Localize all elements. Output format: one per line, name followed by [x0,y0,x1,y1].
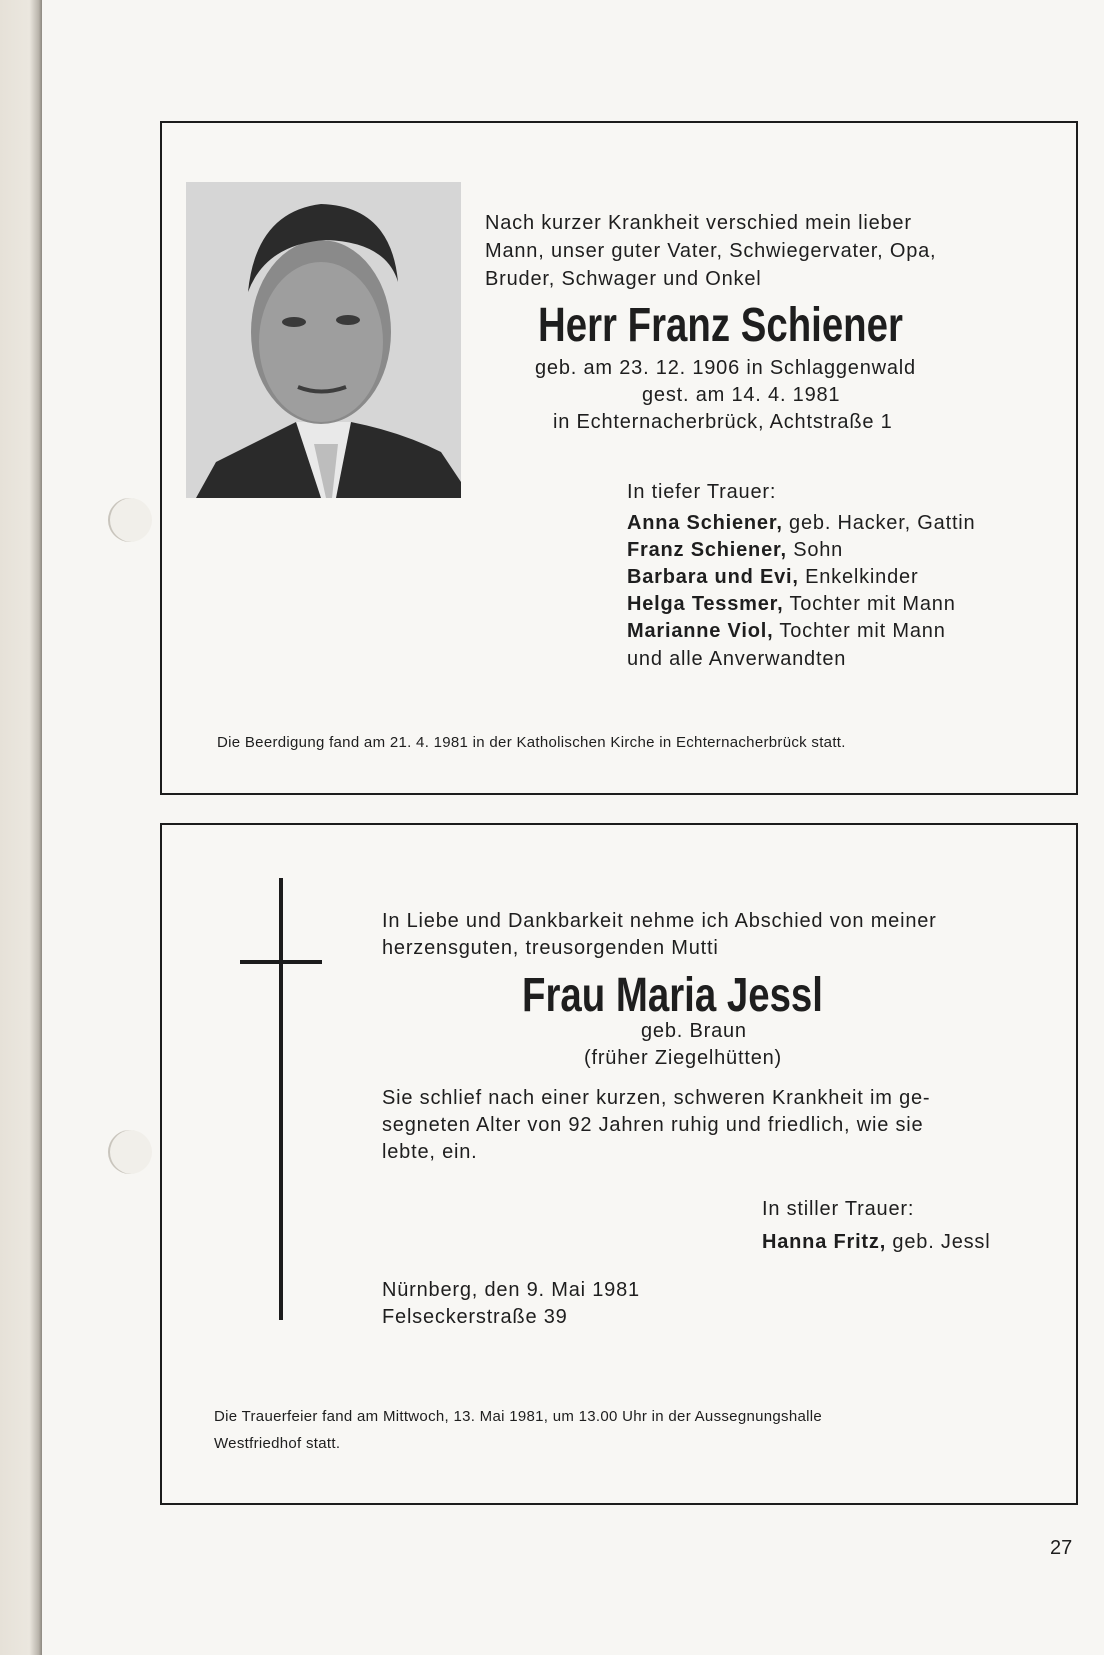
intro2-line-2: herzensguten, treusorgenden Mutti [382,937,719,959]
cross-symbol-horizontal [240,960,322,964]
mourner-row [627,593,956,616]
mourner-name: Franz Schiener, [627,539,787,561]
mourner-row [627,539,843,562]
intro-line-2: Mann, unser guter Vater, Schwiegervater, Opa, [485,240,937,262]
mourner-relation: geb. Hacker, Gattin [782,512,976,534]
mourner-relation: Tochter mit Mann [783,593,956,615]
intro2-line-1: In Liebe und Dankbarkeit nehme ich Abschied von meiner [382,910,937,932]
intro-line-1: Nach kurzer Krankheit verschied mein lieber [485,212,912,234]
cross-symbol-vertical [279,878,283,1320]
deceased-name-2: Frau Maria Jessl [522,969,823,1022]
ceremony-note-line-1: Die Trauerfeier fand am Mittwoch, 13. Mai 1981, um 13.00 Uhr in der Aussegnungshalle [214,1408,823,1425]
text2-line-3: lebte, ein. [382,1141,478,1163]
birth-line: geb. am 23. 12. 1906 in Schlaggenwald [535,357,916,379]
mourner-name: Anna Schiener, [627,512,783,534]
mourner-name: Barbara und Evi, [627,566,799,588]
burial-note: Die Beerdigung fand am 21. 4. 1981 in der Katholischen Kirche in Echternacherbrück statt. [217,734,846,751]
punch-hole-top [108,498,152,542]
deceased-name-1: Herr Franz Schiener [538,299,903,352]
mourning-heading-2: In stiller Trauer: [762,1198,915,1220]
portrait-photo [186,182,461,498]
mourner-relation: Tochter mit Mann [773,620,946,642]
mourner-name: Marianne Viol, [627,620,774,642]
address-line: Felseckerstraße 39 [382,1306,568,1328]
page-number: 27 [1050,1537,1073,1559]
mourner-row [762,1231,990,1254]
mourning-heading-1: In tiefer Trauer: [627,481,777,503]
punch-hole-bottom [108,1130,152,1174]
mourner-row [627,566,918,589]
text2-line-1: Sie schlief nach einer kurzen, schweren Krankheit im ge- [382,1087,931,1109]
date-place-line: Nürnberg, den 9. Mai 1981 [382,1279,640,1301]
maiden-name-line: geb. Braun [641,1020,747,1042]
mourner-name: Helga Tessmer, [627,593,784,615]
ceremony-note-line-2: Westfriedhof statt. [214,1435,341,1452]
text2-line-2: segneten Alter von 92 Jahren ruhig und friedlich, wie sie [382,1114,924,1136]
mourner-name: Hanna Fritz, [762,1231,887,1253]
mourner-relation: geb. Jessl [886,1231,991,1253]
mourner-row [627,512,975,535]
death-line: gest. am 14. 4. 1981 [642,384,841,406]
mourner-relation: Sohn [786,539,844,561]
residence-line: in Echternacherbrück, Achtstraße 1 [553,411,893,433]
mourner-relation: Enkelkinder [798,566,919,588]
mourner-row [627,620,946,643]
book-spine [0,0,42,1655]
portrait-image [186,182,461,498]
relatives-line: und alle Anverwandten [627,648,847,670]
intro-line-3: Bruder, Schwager und Onkel [485,268,762,290]
former-place-line: (früher Ziegelhütten) [584,1047,783,1069]
